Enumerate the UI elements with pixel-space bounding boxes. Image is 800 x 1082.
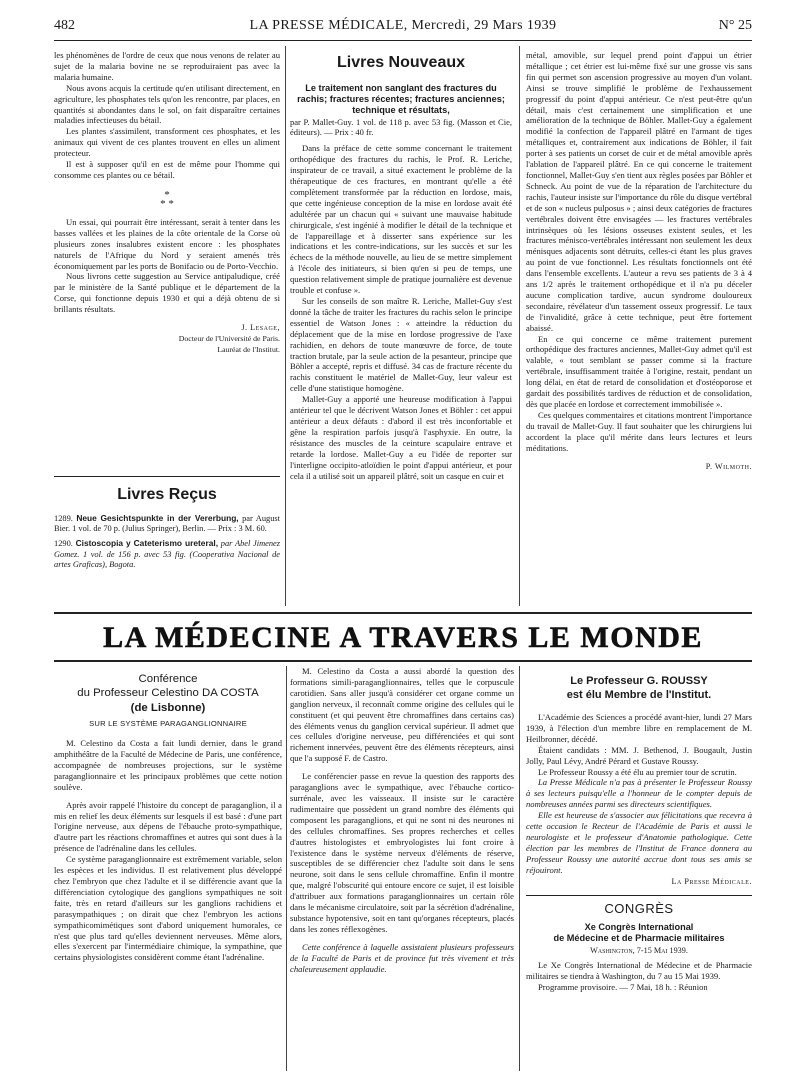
column-divider — [286, 666, 287, 1071]
livres-nouveaux-section — [290, 50, 512, 610]
paragraph: Les plantes s'assimilent, transforment ces phosphates, et les animaux qui vivent de ces plantes trouvent en elles un aliment protecteur. — [54, 126, 280, 159]
paragraph: Programme provisoire. — 7 Mai, 18 h. : Réunion — [538, 982, 708, 993]
section-banner: LA MÉDECINE A TRAVERS LE MONDE — [103, 621, 703, 654]
column-divider — [285, 46, 286, 606]
book-entry — [54, 513, 280, 534]
signature-block — [54, 323, 280, 356]
banner-rule-top — [54, 612, 752, 614]
author-credential: Docteur de l'Université de Paris. — [178, 333, 280, 343]
conference-article — [54, 666, 282, 1076]
conference-continued — [290, 666, 514, 1076]
header-rule — [54, 40, 752, 41]
column-1 — [54, 50, 280, 470]
congres-title — [526, 922, 752, 944]
section-title: Livres Nouveaux — [336, 54, 466, 71]
roussy-title-line: Le Professeur G. ROUSSY — [570, 675, 708, 687]
section-title: Livres Reçus — [117, 486, 217, 503]
book-entry — [54, 538, 280, 570]
section-rule — [54, 476, 280, 477]
book-reference: par August Bier. 1 vol. de 70 p. (Julius Springer), Berlin. — Prix : 3 M. 60. — [54, 513, 280, 534]
paragraph: métal, amovible, sur lequel prend point d'appui un étrier métallique ; cet étrier est lui-même fixé sur une grosse vis sans fin qui permet son ascension progressive au moyen d'un volant. Ainsi se trouve simplifié le problème de l'exhaussement progressif du point d'appui antérieur. Ce n'est peut-être qu'un détail, mais c'est certainement une simplification et une amélioration de la technique de Böhler. Mallet-Guy a également modifié la confection de l'appareil plâtré en l'armant de tiges métalliques et, contrairement aux indications de Böhler, il fait porter à ses patients un corset de cuir et de métal amovible après l'ablation de l'appareil plâtré. En ce qui concerne le traitement fonctionnel, Mallet-Guy s'en tient aux règles posées par Böhler et Schneck. Au point de vue de la réparation de l'architecture du rachis, l'auteur insiste sur l'importance du rôle du disque vertébral et de son « nucleus pulposus » ; ainsi deux catégories de fractures vertébrales doivent être envisagées — les fractures vertébrales intrinsèques où les lésions osseuses existent seules, et les fractures ménisco-vertébrales intéressant non seulement les deux ménisques adjacents sont détruits, celles-ci étant les plus graves au point de vue fonctionnel. Les résultats fonctionnels ont été dans l'ensemble excellents. L'auteur a revu ses patients de 3 à 4 ans 1/2 après le traitement orthopédique et il n'a pu déceler aucune complication tardive, aucun syndrome douloureux secondaire, révélateur d'un tassement osseux progressif. Le taux de l'invalidité, grâce à cette technique, peut être fortement abaissé. — [526, 50, 752, 333]
roussy-signature — [526, 877, 752, 888]
signature-text: La Presse Médicale. — [671, 876, 752, 886]
book-title: Cistoscopia y Cateterismo ureteral, — [75, 538, 219, 549]
paragraph: Mallet-Guy a apporté une heureuse modification à l'appui antérieur tel que le décrivent Watson Jones et Böhler : cet appui antérieur a deux défauts : d'abord il est très inconfortable et gêne la respiration parfois jusqu'à l'asphyxie. En outre, la résistance des muscles de la ceinture scapulaire entrave et retarde la lordose. Mallet-Guy a eu l'idée de reporter sur l'interligne occipito-atloïdien le point d'appui antérieur, et pour cela il a utilisé soit un appareil plâtré, soit un casque en cuir et — [290, 394, 512, 481]
paragraph: En ce qui concerne ce même traitement purement orthopédique des fractures anciennes, Mallet-Guy admet qu'il est valable, « tout semblant se passer comme si la fracture vertébrale, insuffisamment traitée à l'origine, restait, pendant un long délai, en état de retard de consolidation et d'ostéoporose et gardait des possibilités tardives de réduction et de consolidation, dès que placée en lordose et correctement immobilisée ». — [526, 333, 752, 409]
page-header — [54, 18, 752, 38]
book-title: Neue Gesichtspunkte in der Vererbung, — [76, 512, 239, 523]
page-number: 482 — [54, 18, 75, 33]
paragraph: Le conférencier passe en revue la question des rapports des paraganglions avec le sympathique, avec l'ébauche cortico-surrénale, avec les vaisseaux. Il insiste sur le caractère rudimentaire que possèdent un grand nombre des éléments qui composent les paraganglions, et qui ne sont ni des neurones ni des cellules chromaffines. Ses propres recherches et celles d'autres histologistes et embryologistes lui font croire à l'existence dans le système nerveux d'éléments de réserve, susceptibles de se différencier chez l'adulte soit dans le sens neurone, soit dans le sens cellule chromaffine. Enfin il montre que, malgré l'obscurité qui entoure encore ce sujet, il est loisible d'attribuer aux formations paraganglionnaires un certain rôle dans le mécanisme circulatoire, soit par la sécrétion d'adrénaline, substance hypotensive, soit en tant qu'organes récepteurs, placés dans les zones réflexogènes. — [290, 771, 514, 934]
banner-rule-bottom — [54, 660, 752, 662]
paragraph: M. Celestino da Costa a fait lundi dernier, dans le grand amphithéâtre de la Faculté de Médecine de Paris, une conférence, accompagnée de nombreuses projections, sur le système paraganglionnaire et les principaux problèmes que cette notion soulève. — [54, 738, 282, 792]
paragraph: Un essai, qui pourrait être intéressant, serait à tenter dans les basses vallées et les plaines de la côte orientale de la Corse où plusieurs zones insalubres existent encore : les phosphates naturels de l'Afrique du Nord y seraient amenés très économiquement par les ports de Bonifacio ou de Porto-Vecchio. — [54, 216, 280, 271]
book-number: 1289. — [54, 513, 73, 523]
conference-title — [54, 672, 282, 715]
paragraph: Nous avons acquis la certitude qu'en utilisant directement, en agriculture, les phosphates tels qu'on les rencontre, par places, en quantités si abondantes dans le sol, on fait disparaître certaines maladies infectieuses du bétail. — [54, 82, 280, 126]
column-6 — [526, 666, 752, 1076]
column-3 — [526, 50, 752, 610]
column-divider — [519, 46, 520, 606]
conference-subtitle: SUR LE SYSTÈME PARAGANGLIONNAIRE — [89, 719, 247, 729]
paragraph: Cette conférence à laquelle assistaient plusieurs professeurs de la Faculté de Paris et de province fut très vivement et très chaleureusement applaudie. — [290, 941, 514, 974]
paragraph: Ces quelques commentaires et citations montrent l'importance du travail de Mallet-Guy. Il faut souhaiter que les chirurgiens lui accordent la place qu'il mérite dans leurs lectures et leurs méditations. — [526, 409, 752, 453]
conference-title-line: Conférence — [138, 673, 198, 685]
paragraph: Sur les conseils de son maître R. Leriche, Mallet-Guy s'est donné la tâche de traiter les fractures du rachis selon le principe essentiel de Watson Jones : « atteindre la réduction du déplacement que de la mise en lordose progressive de l'axe rachidien, en dehors de toute manœuvre de force, de toute traction brutale, par la seule action de la pesanteur, principe que Böhler a accepté, repris et diffusé. 34 cas de fracture récente du rachis constituent le matériel de Mallet-Guy, leur valeur est celle d'une statistique homogène. — [290, 296, 512, 394]
livres-recus-section — [54, 482, 280, 612]
paragraph: les phénomènes de l'ordre de ceux que nous venons de relater au sujet de la malaria bovine ne se reproduiraient pas avec la malaria humaine. — [54, 50, 280, 82]
issue-number: N° 25 — [718, 18, 752, 33]
paragraph: M. Celestino da Costa a aussi abordé la question des formations simili-paraganglionnaires, telles que le corpuscule carotidien. Sans aller jusqu'à considérer cet organe comme un ganglion nerveux, il reconnaît comme origine des cellules qui le constituent (et qui peuvent être chromaffines dans certains cas) des éléments venus du ganglion cervical supérieur. Il admet que ces cellules d'origine nerveuse, peu différenciées et qui sont richement innervées, peuvent être des éléments récepteurs, ainsi que l'a supposé F. de Castro. — [290, 666, 514, 764]
column-divider — [519, 666, 520, 1071]
paragraph: L'Académie des Sciences a procédé avant-hier, lundi 27 Mars 1939, à l'élection d'un membre libre en remplacement de M. Heilbronner, décédé. — [526, 712, 752, 744]
section-stars: * * * — [160, 188, 174, 210]
review-book-reference: par P. Mallet-Guy. 1 vol. de 118 p. avec 53 fig. (Masson et Cie, éditeurs). — Prix : 40 fr. — [290, 116, 512, 138]
paragraph: Elle est heureuse de s'associer aux félicitations que recevra à cette occasion le Recteur de l'Académie de Paris et aussi le neurologiste et le professeur d'Anatomie pathologique. Cette élection par les membres de l'Institut de France donnera au Professeur Roussy une autorité accrue dont tous ses amis se réjouiront. — [526, 810, 752, 875]
paragraph: Ce système paraganglionnaire est extrêmement variable, selon les espèces et les individus. Il est relativement plus développé chez l'embryon que chez l'adulte et il se différencie avant que la différenciation cytologique des ganglions sympathiques ne soit faite, très en retard d'ailleurs sur les ganglions rachidiens et parasympathiques ; on dirait que chez l'embryon les actions sympathicomimétiques sont d'abord uniquement humorales, ce n'est que plus tard qu'elles deviennent nerveuses. Même alors, elles s'exercent par l'intermédiaire chimique, la sympathine, que certains physiologistes considèrent comme étant l'adrénaline. — [54, 854, 282, 963]
reviewer-name: P. Wilmoth. — [705, 461, 752, 471]
book-number: 1290. — [54, 539, 73, 549]
congres-heading: CONGRÈS — [604, 900, 674, 916]
paragraph: Après avoir rappelé l'histoire du concept de paraganglion, il a mis en relief les deux éléments sur lesquels il est basé : d'une part l'origine nerveuse, aux dépens de l'ébauche proto-sympathique, d'autre part les réactions chromaffines et autres qui sont dues à la présence de l'adrénaline dans les cellules. — [54, 799, 282, 854]
paragraph: Dans la préface de cette somme concernant le traitement orthopédique des fractures du rachis, le Prof. R. Leriche, inspirateur de ce travail, a situé exactement le problème de la thérapeutique de ces fractures, en montrant qu'elle a été complètement transformée par la réduction en lordose, mais, que cette ingénieuse conception de la mise en lordose avait été adultérée par un chacun qui « suivant une mauvaise habitude chirurgicale, s'est ingénié à modifier le détail de la technique et de l'appareillage et à disserter sans expérience sur les indications et les contre-indications, sur les succès et sur les échecs de la méthode nouvelle, au lieu de se mettre simplement à l'école des initiateurs, si bien qu'en si peu de temps, une question relativement simple de pratique journalière est devenue trouble et confuse ». — [290, 143, 512, 296]
book-reference: par Abel Jimenez Gomez. 1 vol. de 156 p. avec 53 fig. (Cooperativa Nacional de artes Graficas), Bogota. — [54, 539, 280, 569]
roussy-title-line: est élu Membre de l'Institut. — [566, 689, 712, 701]
congres-title-line: de Médecine et de Pharmacie militaires — [553, 933, 725, 944]
section-rule — [526, 895, 752, 896]
author-name: J. Lesage, — [241, 323, 280, 333]
paragraph: Nous livrons cette suggestion au Service antipaludique, créé par le ministère de la Santé publique et le département de la Corse, qui fonctionne depuis 1930 et qui a déjà obtenu de si brillants résultats. — [54, 271, 280, 315]
review-book-title: Le traitement non sanglant des fractures du rachis; fractures récentes; fractures anciennes; technique et résultats, — [297, 82, 505, 116]
paragraph: Le Xe Congrès International de Médecine et de Pharmacie militaires se tiendra à Washington, du 7 au 15 Mai 1939. — [526, 960, 752, 982]
paragraph: Le Professeur Roussy a été élu au premier tour de scrutin. — [538, 766, 737, 777]
paragraph: La Presse Médicale n'a pas à présenter le Professeur Roussy à ses lecteurs puisqu'elle a l'honneur de le compter depuis de nombreuses années parmi ses directeurs scientifiques. — [526, 777, 752, 810]
journal-title: LA PRESSE MÉDICALE, Mercredi, 29 Mars 1939 — [249, 18, 557, 33]
congres-dateline: Washington, 7-15 Mai 1939. — [590, 946, 688, 956]
conference-title-line: du Professeur Celestino DA COSTA — [77, 687, 259, 700]
author-credential: Lauréat de l'Institut. — [217, 344, 280, 354]
paragraph: Il est à supposer qu'il en est de même pour l'homme qui consomme ces plantes ou ce bétail. — [54, 159, 280, 180]
review-signature — [526, 462, 752, 473]
paragraph: Étaient candidats : MM. J. Bethenod, J. Bougault, Justin Jolly, Paul Lévy, André Pérard et Gustave Roussy. — [526, 744, 752, 766]
conference-title-line: (de Lisbonne) — [130, 701, 206, 714]
roussy-title — [526, 674, 752, 702]
congres-title-line: Xe Congrès International — [584, 922, 694, 933]
